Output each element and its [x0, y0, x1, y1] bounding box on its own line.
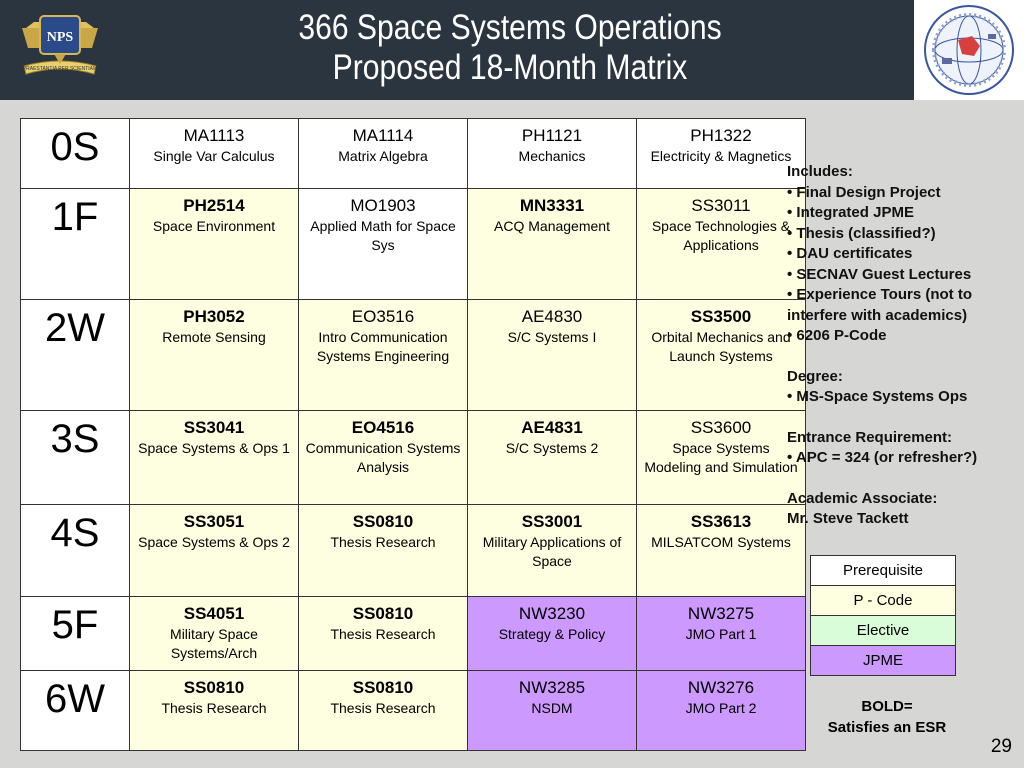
- course-title: Remote Sensing: [162, 329, 266, 345]
- quarter-label: 6W: [21, 671, 130, 751]
- course-code: EO3516: [351, 307, 415, 326]
- course-cell: [299, 119, 468, 189]
- course-title: ACQ Management: [494, 218, 610, 234]
- course-title: JMO Part 1: [685, 626, 757, 642]
- course-code: MA1114: [352, 126, 414, 145]
- entrance-value: • APC = 324 (or refresher?): [787, 449, 978, 466]
- course-title: Thesis Research: [330, 534, 436, 550]
- course-title: Military Applications of Space: [482, 534, 622, 569]
- legend-jpme: JPME: [811, 646, 956, 676]
- course-matrix-table: [20, 118, 806, 751]
- course-title: JMO Part 2: [685, 700, 757, 716]
- course-code: SS3041: [183, 418, 245, 437]
- course-title: Electricity & Magnetics: [650, 148, 792, 164]
- entrance-heading: Entrance Requirement:: [787, 428, 953, 446]
- course-code: SS3500: [690, 307, 752, 326]
- course-cell: [299, 505, 468, 597]
- nps-logo-text: NPS: [46, 30, 74, 45]
- course-title: Thesis Research: [330, 700, 436, 716]
- course-title: Applied Math for Space Sys: [310, 218, 456, 253]
- matrix-row-4s: [21, 505, 806, 597]
- associate-value: Mr. Steve Tackett: [787, 510, 909, 527]
- course-title: Orbital Mechanics and Launch Systems: [651, 329, 791, 364]
- space-systems-seal: [914, 0, 1024, 100]
- course-code: AE4830: [521, 307, 583, 326]
- course-code: PH2514: [183, 196, 245, 215]
- page-number: 29: [990, 736, 1012, 757]
- course-title: Thesis Research: [161, 700, 267, 716]
- course-code: NW3285: [518, 678, 586, 697]
- course-cell: [468, 119, 637, 189]
- course-code: SS0810: [352, 604, 414, 623]
- course-title: S/C Systems I: [507, 329, 597, 345]
- course-cell: [299, 411, 468, 505]
- course-title: Space Environment: [152, 218, 276, 234]
- course-cell: [130, 189, 299, 300]
- course-title: Intro Communication Systems Engineering: [316, 329, 450, 364]
- include-item: • SECNAV Guest Lectures: [787, 265, 972, 283]
- course-code: MA1113: [183, 126, 245, 145]
- matrix-row-0s: [21, 119, 806, 189]
- include-item: • 6206 P-Code: [787, 327, 887, 344]
- course-cell: [130, 411, 299, 505]
- course-cell: [468, 671, 637, 751]
- includes-heading: Includes:: [787, 163, 853, 180]
- course-title: Space Systems Modeling and Simulation: [644, 440, 798, 475]
- quarter-label: 4S: [21, 505, 130, 597]
- course-cell: [637, 189, 806, 300]
- legend-elective: Elective: [811, 616, 956, 646]
- course-title: Matrix Algebra: [338, 148, 428, 164]
- include-item: • Integrated JPME: [787, 204, 914, 221]
- course-code: SS4051: [183, 604, 245, 623]
- legend-prerequisite: Prerequisite: [811, 556, 956, 586]
- course-title: Military Space Systems/Arch: [170, 626, 258, 661]
- course-cell: [130, 671, 299, 751]
- course-cell: [637, 505, 806, 597]
- degree-value: • MS-Space Systems Ops: [787, 388, 968, 405]
- course-title: Space Systems & Ops 1: [138, 440, 290, 456]
- course-title: MILSATCOM Systems: [651, 534, 791, 550]
- bold-note-line-2: Satisfies an ESR: [827, 719, 947, 736]
- course-cell: [130, 300, 299, 411]
- course-title: Space Systems & Ops 2: [138, 534, 290, 550]
- course-code: NW3276: [687, 678, 755, 697]
- matrix-row-5f: [21, 597, 806, 671]
- course-code: NW3230: [518, 604, 586, 623]
- course-cell: [468, 189, 637, 300]
- slide-title: [230, 8, 790, 88]
- course-cell: [130, 597, 299, 671]
- quarter-label: 0S: [21, 119, 130, 189]
- bold-note-line-1: BOLD=: [861, 698, 913, 715]
- course-code: PH3052: [183, 307, 245, 326]
- course-cell: [637, 671, 806, 751]
- course-code: SS0810: [352, 678, 414, 697]
- course-code: AE4831: [521, 418, 583, 437]
- quarter-label: 1F: [21, 189, 130, 300]
- course-cell: [637, 119, 806, 189]
- course-cell: [637, 597, 806, 671]
- title-line-1: 366 Space Systems Operations: [298, 8, 722, 47]
- course-cell: [299, 189, 468, 300]
- title-line-2: Proposed 18-Month Matrix: [332, 48, 688, 87]
- course-code: SS3600: [690, 418, 752, 437]
- matrix-row-1f: [21, 189, 806, 300]
- quarter-label: 2W: [21, 300, 130, 411]
- course-code: SS3613: [690, 512, 752, 531]
- nps-logo: [14, 8, 106, 90]
- course-title: NSDM: [531, 700, 573, 716]
- color-legend: [810, 555, 956, 676]
- course-cell: [468, 597, 637, 671]
- course-title: Thesis Research: [330, 626, 436, 642]
- course-cell: [637, 411, 806, 505]
- course-code: PH1322: [690, 126, 752, 145]
- course-title: Communication Systems Analysis: [305, 440, 461, 475]
- course-title: Single Var Calculus: [153, 148, 275, 164]
- nps-logo-motto: PRAESTANTIA PER SCIENTIAM: [22, 66, 98, 72]
- course-cell: [468, 411, 637, 505]
- quarter-label: 5F: [21, 597, 130, 671]
- course-code: MN3331: [519, 196, 585, 215]
- course-code: SS0810: [352, 512, 414, 531]
- course-cell: [468, 505, 637, 597]
- course-cell: [130, 505, 299, 597]
- course-title: S/C Systems 2: [505, 440, 599, 456]
- course-cell: [130, 119, 299, 189]
- associate-heading: Academic Associate:: [787, 489, 938, 507]
- course-code: MO1903: [350, 196, 416, 215]
- course-cell: [299, 671, 468, 751]
- include-item: • Thesis (classified?): [787, 224, 936, 242]
- course-title: Mechanics: [518, 148, 586, 164]
- degree-heading: Degree:: [787, 367, 843, 385]
- course-title: Strategy & Policy: [498, 626, 606, 642]
- bold-note: [800, 696, 974, 738]
- program-details: [787, 162, 1017, 530]
- course-title: Space Technologies & Applications: [651, 218, 791, 253]
- quarter-label: 3S: [21, 411, 130, 505]
- include-item: • DAU certificates: [787, 245, 913, 262]
- course-cell: [299, 300, 468, 411]
- course-cell: [299, 597, 468, 671]
- matrix-row-6w: [21, 671, 806, 751]
- course-code: SS3051: [183, 512, 245, 531]
- include-item: • Experience Tours (not to interfere with academics): [787, 286, 972, 324]
- matrix-row-2w: [21, 300, 806, 411]
- course-code: PH1121: [521, 126, 583, 145]
- course-code: EO4516: [351, 418, 415, 437]
- legend-p-code: P - Code: [811, 586, 956, 616]
- course-code: SS3001: [521, 512, 583, 531]
- course-cell: [637, 300, 806, 411]
- include-item: • Final Design Project: [787, 183, 941, 201]
- course-cell: [468, 300, 637, 411]
- course-code: NW3275: [687, 604, 755, 623]
- course-code: SS3011: [691, 196, 751, 215]
- matrix-row-3s: [21, 411, 806, 505]
- course-code: SS0810: [183, 678, 245, 697]
